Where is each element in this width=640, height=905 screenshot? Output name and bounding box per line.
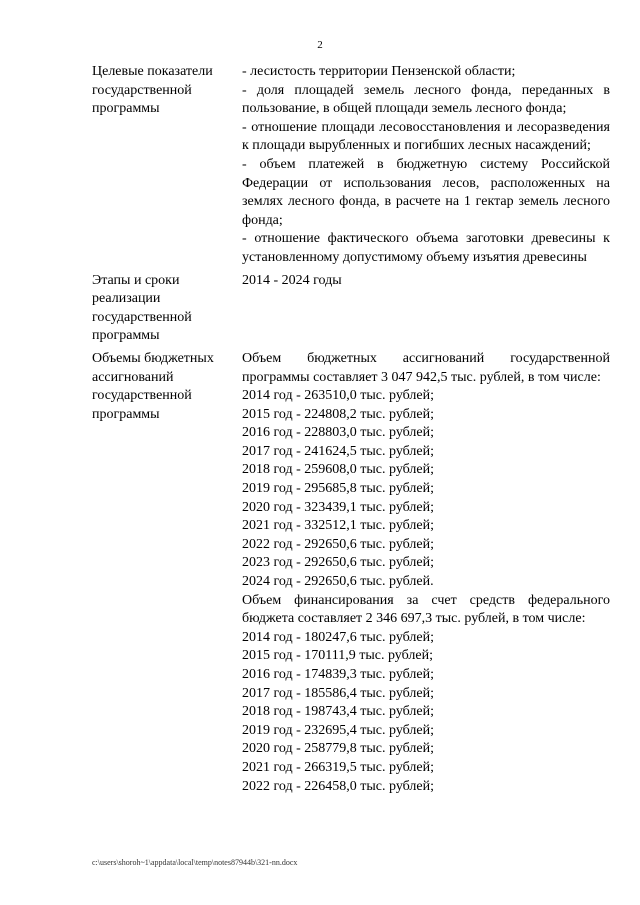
program-passport-table xyxy=(92,63,610,800)
indicator-item: - объем платежей в бюджетную систему Российской Федерации от использования лесов, расположенных на землях лесного фонда, в расчете на 1 гектар земель лесного фонда; xyxy=(242,156,610,228)
row-label-target-indicators: Целевые показатели государственной программы xyxy=(92,64,213,117)
federal-year-line: 2021 год - 266319,5 тыс. рублей; xyxy=(242,759,435,775)
row-budget-allocations xyxy=(92,350,610,796)
indicator-item: - отношение площади лесовосстановления и лесоразведения к площади вырубленных и погибших лесных насаждений; xyxy=(242,119,610,154)
budget-total-intro: Объем бюджетных ассигнований государственной программы составляет 3 047 942,5 тыс. рублей, в том числе: xyxy=(242,350,610,385)
budget-year-line: 2014 год - 263510,0 тыс. рублей; xyxy=(242,388,435,404)
row-label-stages-terms: Этапы и сроки реализации государственной программы xyxy=(92,272,192,344)
row-target-indicators xyxy=(92,63,610,268)
budget-year-line: 2018 год - 259608,0 тыс. рублей; xyxy=(242,462,435,478)
row-body-target-indicators xyxy=(242,63,610,268)
federal-year-line: 2020 год - 258779,8 тыс. рублей; xyxy=(242,741,435,757)
budget-year-line: 2019 год - 295685,8 тыс. рублей; xyxy=(242,481,435,497)
budget-year-line: 2017 год - 241624,5 тыс. рублей; xyxy=(242,443,435,459)
federal-year-line: 2018 год - 198743,4 тыс. рублей; xyxy=(242,704,435,720)
federal-year-line: 2014 год - 180247,6 тыс. рублей; xyxy=(242,629,435,645)
budget-year-line: 2023 год - 292650,6 тыс. рублей; xyxy=(242,555,435,571)
federal-year-line: 2016 год - 174839,3 тыс. рублей; xyxy=(242,667,435,682)
indicator-item: - лесистость территории Пензенской области; xyxy=(242,64,516,79)
page-number: 2 xyxy=(317,39,323,51)
row-label-budget-allocations: Объемы бюджетных ассигнований государственной программы xyxy=(92,350,214,422)
federal-year-line: 2017 год - 185586,4 тыс. рублей; xyxy=(242,685,435,701)
indicator-item: - доля площадей земель лесного фонда, переданных в пользование, в общей площади земель лесного фонда; xyxy=(242,82,610,117)
program-period: 2014 - 2024 годы xyxy=(242,272,342,288)
row-body-stages-terms xyxy=(242,272,610,346)
budget-year-line: 2021 год - 332512,1 тыс. рублей; xyxy=(242,518,435,534)
federal-year-line: 2022 год - 226458,0 тыс. рублей; xyxy=(242,778,435,794)
federal-year-line: 2015 год - 170111,9 тыс. рублей; xyxy=(242,648,433,664)
budget-year-line: 2015 год - 224808,2 тыс. рублей; xyxy=(242,406,435,422)
document-path-footer: c:\users\shoroh~1\appdata\local\temp\notes87944b\321-nn.docx xyxy=(92,858,298,867)
federal-budget-intro: Объем финансирования за счет средств федерального бюджета составляет 2 346 697,3 тыс. рублей, в том числе: xyxy=(242,592,610,627)
indicator-item: - отношение фактического объема заготовки древесины к установленному допустимому объему изъятия древесины xyxy=(242,231,610,265)
budget-year-line: 2024 год - 292650,6 тыс. рублей. xyxy=(242,574,434,590)
budget-year-line: 2022 год - 292650,6 тыс. рублей; xyxy=(242,536,435,552)
row-stages-terms xyxy=(92,272,610,346)
row-body-budget-allocations xyxy=(242,350,610,796)
budget-year-line: 2020 год - 323439,1 тыс. рублей; xyxy=(242,499,435,515)
federal-year-line: 2019 год - 232695,4 тыс. рублей; xyxy=(242,722,435,738)
budget-year-line: 2016 год - 228803,0 тыс. рублей; xyxy=(242,425,435,441)
